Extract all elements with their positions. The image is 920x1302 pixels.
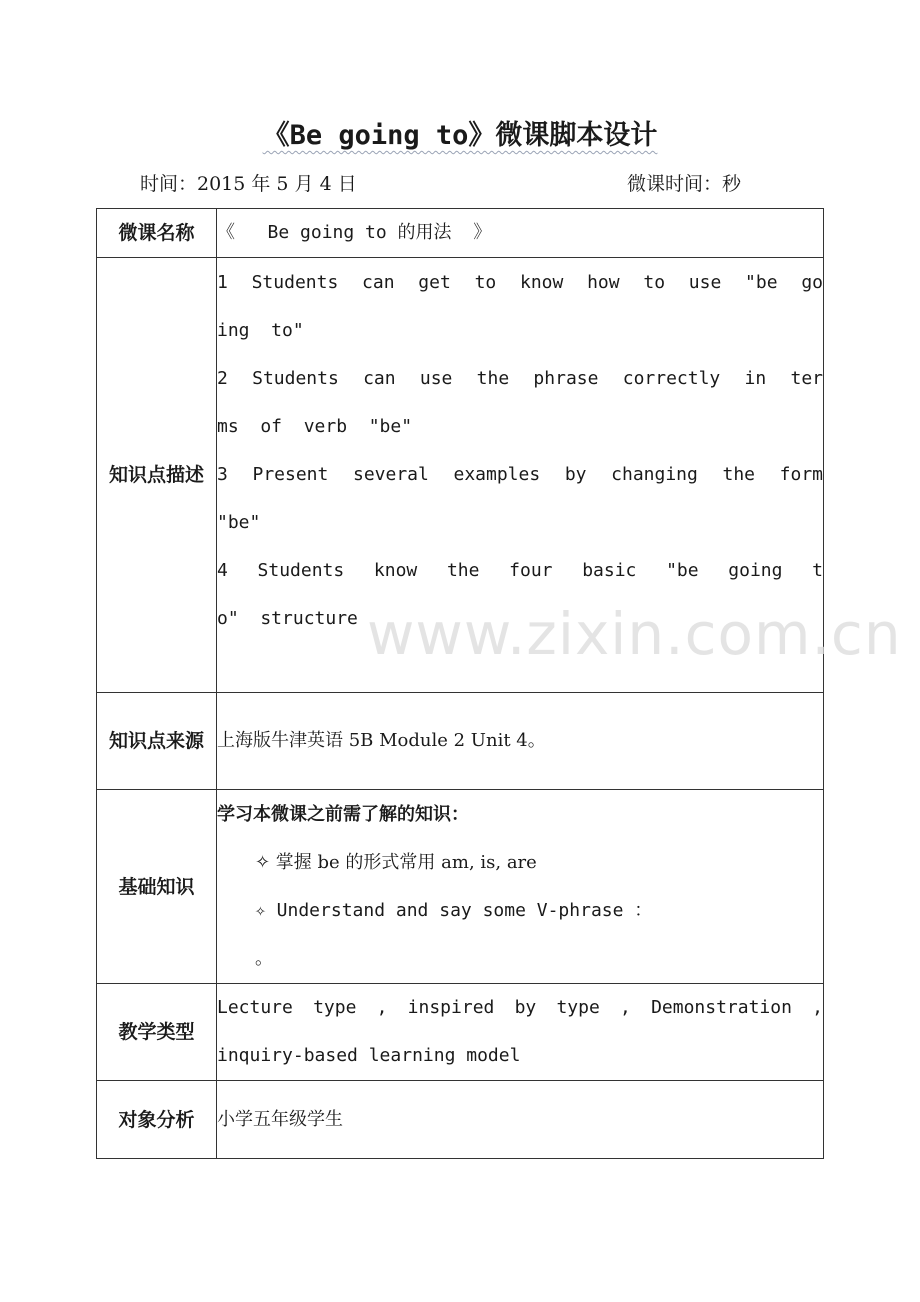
knowledge-line: 1 Students can get to know how to use "be go [217,272,823,293]
lesson-plan-table [96,208,824,1159]
teaching-type-line: inquiry-based learning model [217,1045,521,1066]
row-teaching-type [97,984,824,1081]
row-basic-knowledge [97,790,824,984]
teaching-type-line: Lecture type , inspired by type , Demonstration , [217,997,823,1018]
knowledge-line: ing to" [217,320,304,341]
row-knowledge-source [97,693,824,790]
duration-line: 微课时间：秒 [627,173,742,195]
row-audience [97,1081,824,1159]
label-course-name: 微课名称 [97,209,217,258]
basic-knowledge-item: 。 [255,947,273,969]
label-basic-knowledge: 基础知识 [97,790,217,984]
row-course-name [97,209,824,258]
value-knowledge-description [217,258,824,693]
knowledge-line: o" structure [217,608,358,629]
value-knowledge-source: 上海版牛津英语 5B Module 2 Unit 4。 [217,693,824,790]
knowledge-line: ms of verb "be" [217,416,413,437]
knowledge-line: "be" [217,512,261,533]
document-title: 《Be going to》微课脚本设计 [262,120,658,151]
basic-knowledge-item: ✧ 掌握 be 的形式常用 am, is, are [255,851,537,873]
knowledge-line: 2 Students can use the phrase correctly in ter [217,368,823,389]
knowledge-line: 3 Present several examples by changing the form [217,464,823,485]
value-course-name: 《 Be going to 的用法 》 [217,209,824,258]
date-line: 时间：2015 年 5 月 4 日 [140,173,357,195]
value-basic-knowledge [217,790,824,984]
value-audience: 小学五年级学生 [217,1081,824,1159]
basic-knowledge-item: ✧ Understand and say some V-phrase ： [255,899,653,921]
row-knowledge-description [97,258,824,693]
basic-knowledge-heading: 学习本微课之前需了解的知识： [217,803,469,825]
label-knowledge-description: 知识点描述 [97,258,217,693]
watermark: www.zixin.com.cn [367,600,902,668]
label-knowledge-source: 知识点来源 [97,693,217,790]
label-audience: 对象分析 [97,1081,217,1159]
label-teaching-type: 教学类型 [97,984,217,1081]
knowledge-line: 4 Students know the four basic "be going t [217,560,823,581]
value-teaching-type [217,984,824,1081]
